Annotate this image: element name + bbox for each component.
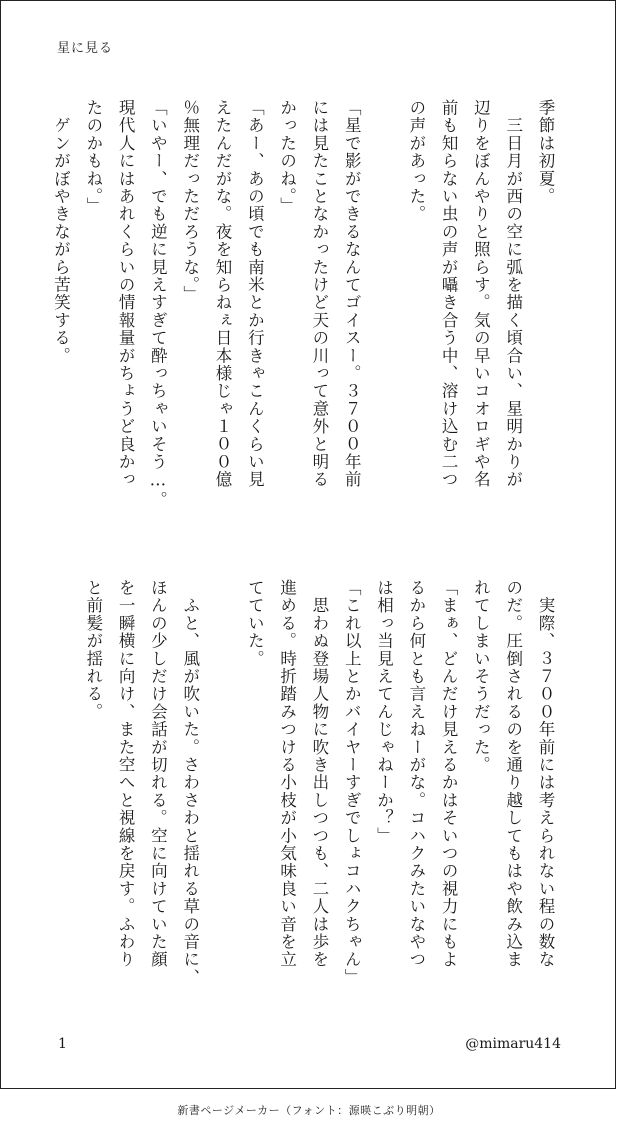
text-column: の声があった。 <box>406 99 426 223</box>
text-column: には見たことなかったけど天の川って意外と明る <box>309 99 329 489</box>
text-column: 「いやー、でも逆に見えすぎて酔っちゃいそう…。 <box>148 99 168 509</box>
text-column: は相っ当見えてんじゃねーか？」 <box>374 579 394 845</box>
text-column: 「まぁ、どんだけ見えるかはそいつの視力にもよ <box>439 579 459 969</box>
text-column: れてしまいそうだった。 <box>471 579 491 774</box>
author-handle: @mimaru414 <box>465 1036 561 1052</box>
text-column: 三日月が西の空に弧を描く頃合い、星明かりが <box>503 99 523 489</box>
text-column: ふと、風が吹いた。さわさわと揺れる草の音に、 <box>180 579 200 987</box>
text-column: 進める。時折踏みつける小枝が小気味良い音を立 <box>277 579 297 969</box>
page-number: 1 <box>58 1036 67 1052</box>
text-column: を一瞬横に向け、また空へと視線を戻す。ふわり <box>116 579 136 969</box>
text-column: てていた。 <box>245 579 265 668</box>
text-column: 「あー、あの頃でも南米とか行きゃこんくらい見 <box>245 99 265 489</box>
text-column: 実際、３７００年前には考えられない程の数な <box>536 579 555 969</box>
text-column: 現代人にはあれくらいの情報量がちょうど良かっ <box>116 99 136 489</box>
text-column: と前髪が揺れる。 <box>83 579 103 721</box>
text-column: るから何とも言えねーがな。コハクみたいなやつ <box>406 579 426 969</box>
footer-credit: 新書ページメーカー（フォント：源暎こぶり明朝） <box>177 1104 441 1117</box>
text-column: 思わぬ登場人物に吹き出しつつも、二人は歩を <box>309 579 329 969</box>
page-header-title: 星に見る <box>57 41 114 56</box>
text-column: のだ。圧倒されるのを通り越してもはや飲み込ま <box>503 579 523 969</box>
text-column: かったのね。」 <box>277 99 297 215</box>
text-column: ほんの少しだけ会話が切れる。空に向けていた顔 <box>148 579 168 969</box>
text-column: 「これ以上とかバイヤーすぎでしょコハクちゃん」 <box>342 579 362 987</box>
text-column: 辺りをぼんやりと照らす。気の早いコオロギや名 <box>471 99 491 489</box>
text-column: ％無理だっただろうな。」 <box>180 99 200 304</box>
text-column: ゲンがぼやきながら苦笑する。 <box>51 99 71 365</box>
text-column: えたんだがな。夜を知らねぇ日本様じゃ１００億 <box>213 99 232 489</box>
text-column: 「星で影ができるなんてゴイスー。３７００年前 <box>342 99 362 489</box>
text-column: たのかもね。」 <box>83 99 103 215</box>
text-column: 前も知らない虫の声が囁き合う中、溶け込む二つ <box>439 99 459 489</box>
text-column: 季節は初夏。 <box>536 99 555 206</box>
